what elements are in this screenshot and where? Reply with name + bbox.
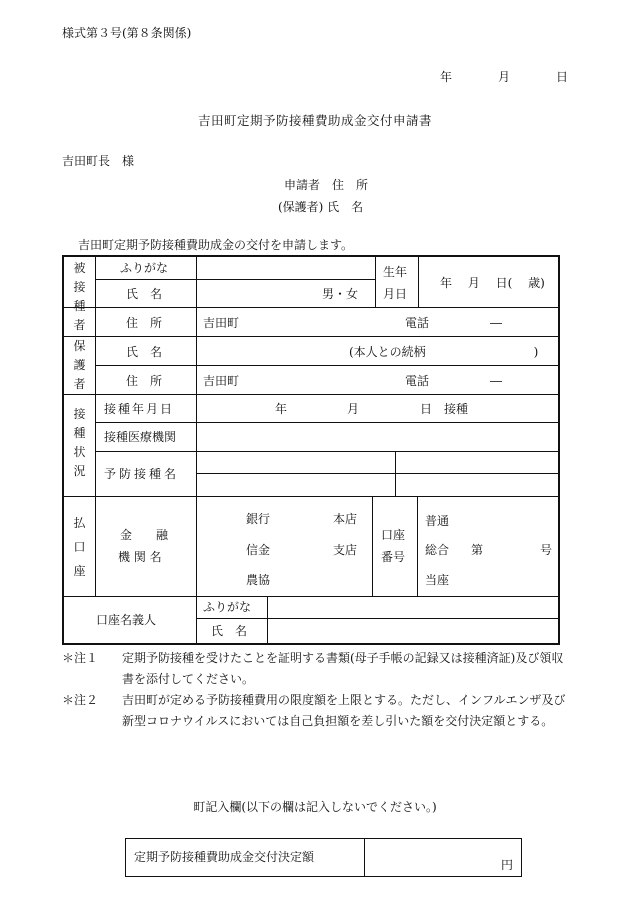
main-branch-option[interactable]: 本店	[333, 512, 358, 526]
vaccination-status-heading: 接 種 状 況	[73, 407, 86, 478]
bank-label-2: 機 関 名	[118, 550, 162, 564]
clinic-label: 接種医療機関	[104, 430, 177, 444]
vaccination-date-label: 接種年月日	[104, 402, 175, 416]
decision-amount-label: 定期予防接種費助成金交付決定額	[134, 850, 315, 864]
office-use-heading: 町記入欄(以下の欄は記入しないでください。)	[193, 800, 437, 814]
branch-option[interactable]: 支店	[333, 543, 358, 557]
applicant-name-label: (保護者) 氏 名	[278, 200, 364, 214]
yen-unit: 円	[501, 858, 514, 872]
holder-name-label: 氏 名	[211, 624, 248, 638]
note-1: ＊注１ 定期予防接種を受けたことを証明する書類(母子手帳の記録又は接種済証)及び領収書を添付してください。	[62, 651, 564, 686]
addressee: 吉田町長 様	[62, 154, 135, 168]
go-label: 号	[540, 543, 553, 557]
guardian-name-label: 氏 名	[126, 345, 163, 359]
vaccination-month: 月	[347, 402, 360, 416]
vaccination-year: 年	[275, 402, 288, 416]
dai-label: 第	[471, 543, 484, 557]
shinkin-option[interactable]: 信金	[246, 543, 271, 557]
vaccination-day: 日 接種	[420, 402, 469, 416]
nokyo-option[interactable]: 農協	[246, 573, 271, 587]
birth-label-1: 生年	[383, 265, 408, 279]
note-2: ＊注２ 吉田町が定める予防接種費用の限度額を上限とする。ただし、インフルエンザ及び新型コロナウイルスにおいては自己負担額を差し引いた額を交付決定額とする。	[62, 693, 566, 728]
date-day: 日	[556, 70, 569, 84]
account-no-label-2: 番号	[381, 550, 406, 564]
guardian-phone-label: 電話	[405, 374, 430, 388]
guardian-address-label: 住 所	[126, 374, 163, 388]
furigana-label: ふりがな	[120, 261, 169, 275]
notes	[62, 648, 572, 732]
toza-option[interactable]: 当座	[425, 573, 450, 587]
intro-text: 吉田町定期予防接種費助成金の交付を申請します。	[78, 238, 354, 252]
birth-label-2: 月日	[383, 287, 408, 301]
bank-label-1: 金 融	[120, 528, 169, 542]
bank-option[interactable]: 銀行	[246, 512, 271, 526]
page-title: 吉田町定期予防接種費助成金交付申請書	[197, 113, 432, 128]
sex-select[interactable]: 男・女	[322, 287, 359, 301]
date-month: 月	[498, 70, 511, 84]
vaccinee-phone-label: 電話	[405, 316, 430, 330]
applicant-address-label: 申請者 住 所	[284, 178, 369, 192]
futsu-option[interactable]: 普通	[425, 514, 450, 528]
vaccinee-town: 吉田町	[203, 316, 240, 330]
account-no-label-1: 口座	[381, 528, 406, 542]
payment-account-heading: 払 口 座	[73, 516, 86, 578]
vaccinee-name-label: 氏 名	[126, 287, 163, 301]
vaccinee-heading: 被 接 種 者	[73, 261, 86, 332]
relation-field[interactable]: (本人との続柄 )	[349, 345, 539, 359]
birth-date-field[interactable]: 年 月 日( 歳)	[440, 276, 545, 290]
vaccinee-address-label: 住 所	[126, 316, 163, 330]
decision-amount-box	[125, 838, 522, 877]
guardian-town: 吉田町	[203, 374, 240, 388]
vaccinee-phone-dash: ―	[490, 316, 502, 330]
vaccine-name-label: 予防接種名	[104, 467, 180, 481]
sogo-option[interactable]: 総合	[425, 543, 450, 557]
form-number: 様式第３号(第８条関係)	[62, 26, 192, 40]
guardian-phone-dash: ―	[490, 374, 502, 388]
holder-furigana-label: ふりがな	[203, 600, 252, 614]
date-year: 年	[440, 70, 453, 84]
account-holder-label: 口座名義人	[96, 613, 157, 627]
guardian-heading: 保 護 者	[73, 339, 86, 391]
